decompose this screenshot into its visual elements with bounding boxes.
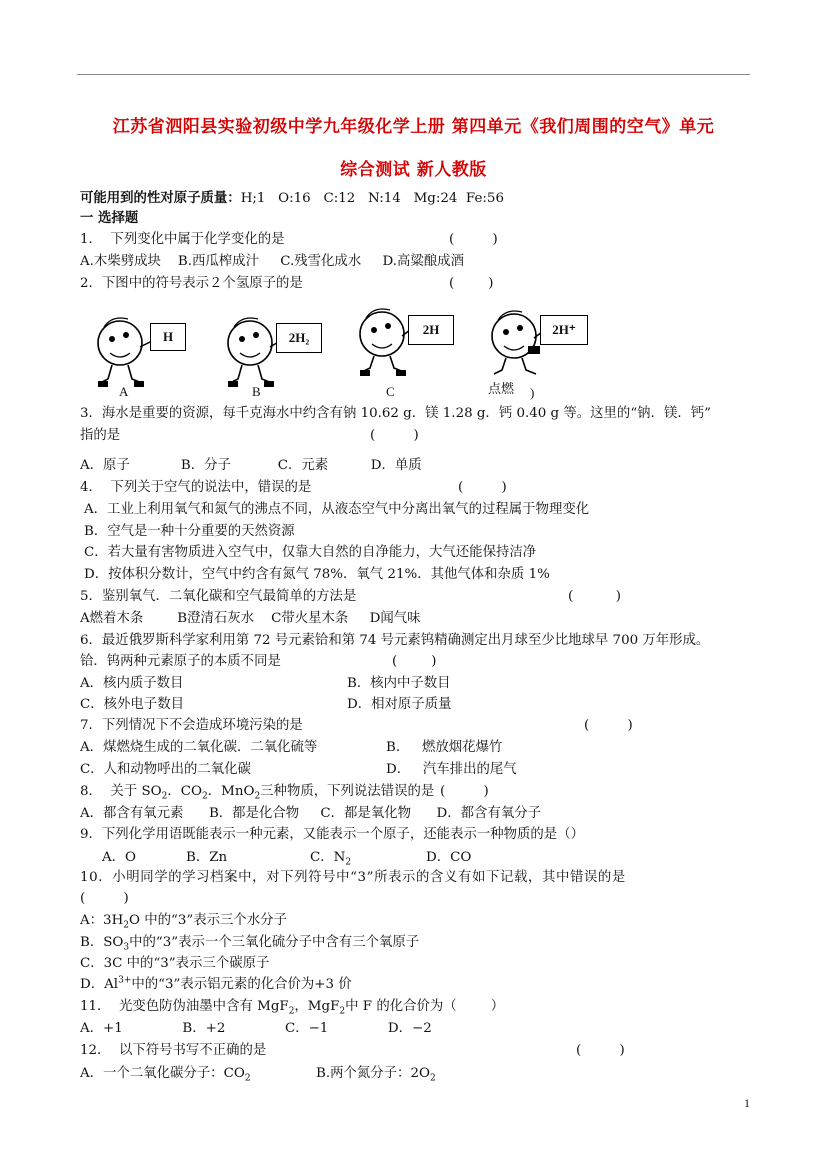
title-line-1: 江苏省泗阳县实验初级中学九年级化学上册 第四单元《我们周围的空气》单元	[112, 117, 715, 137]
q7-option-d: D． 汽车排出的尾气	[386, 762, 517, 777]
figure-b-card: 2H₂	[276, 323, 322, 353]
q9-option-b: B．Zn	[186, 850, 228, 865]
section-heading: 一 选择题	[80, 210, 139, 226]
q7-stem: 7．下列情况下不会造成环境污染的是	[80, 718, 303, 733]
q1-paren: ( )	[449, 232, 498, 247]
q6-stem: 6．最近俄罗斯科学家利用第 72 号元素铪和第 74 号元素钨精确测定出月球至少比地球早 700 万年形成。	[80, 633, 710, 648]
title-line-2: 综合测试 新人教版	[340, 160, 487, 180]
q8-options: A．都含有氧元素 B．都是化合物 C．都是氧化物 D．都含有氧分子	[80, 806, 542, 821]
q3-options: A．原子 B．分子 C．元素 D．单质	[80, 458, 422, 473]
figure-c-cartoon	[352, 300, 462, 390]
q11-options: A．+1 B．+2 C．−1 D．−2	[80, 1021, 432, 1036]
q5-options: A燃着木条 B澄清石灰水 C带火星木条 D闻气味	[80, 611, 421, 626]
figure-d-card: 2H⁺	[540, 315, 588, 345]
q1-stem: 1． 下列变化中属于化学变化的是	[80, 232, 285, 247]
figure-b-label: B	[252, 384, 261, 399]
q5-stem: 5．鉴别氧气．二氧化碳和空气最简单的方法是	[80, 589, 357, 604]
figure-c-card: 2H	[408, 315, 454, 345]
q11-stem: 11． 光变色防伪油墨中含有 MgF$_2$，MgF$_2$中 F 的化合价为（ ）	[80, 999, 505, 1017]
q3-stem: 3．海水是重要的资源，每千克海水中约含有钠 10.62 g．镁 1.28 g．钙 0.40 g 等。这里的“钠．镁．钙”	[80, 406, 711, 421]
q7-option-a: A．煤燃烧生成的二氧化碳．二氧化硫等	[80, 740, 318, 755]
q8-paren: ( )	[440, 784, 489, 799]
figure-a-label: A	[119, 384, 129, 399]
q4-option-d: D．按体积分数计，空气中约含有氮气 78%．氧气 21%．其他气体和杂质 1%	[84, 567, 550, 582]
q6-option-b: B．核内中子数目	[347, 676, 451, 691]
q4-option-b: B．空气是一种十分重要的天然资源	[84, 524, 295, 539]
q10-option-c: C．3C 中的“3”表示三个碳原子	[80, 956, 270, 971]
figure-a-card: H	[150, 323, 186, 351]
q3-paren: ( )	[370, 428, 419, 443]
q9-option-d: D．CO	[426, 850, 472, 865]
q6-stem-cont: 铪．钨两种元素原子的本质不同是	[80, 654, 281, 669]
q4-stem: 4． 下列关于空气的说法中，错误的是	[80, 480, 312, 495]
q10-option-d: D．$Al^{3+}$中的“3”表示铝元素的化合价为+3 价	[80, 975, 352, 992]
q12-stem: 12． 以下符号书写不正确的是	[80, 1043, 267, 1058]
q2-stem: 2．下图中的符号表示２个氢原子的是	[80, 276, 303, 291]
figure-c-label: C	[386, 384, 395, 399]
q4-option-c: C．若大量有害物质进入空气中，仅靠大自然的自净能力，大气还能保持洁净	[84, 545, 537, 560]
q12-paren: ( )	[576, 1043, 625, 1058]
q7-option-b: B． 燃放烟花爆竹	[386, 740, 503, 755]
q2-paren: ( )	[449, 276, 494, 291]
q6-option-a: A．核内质子数目	[80, 676, 184, 691]
q10-option-b: B．$SO_3$中的“3”表示一个三氧化硫分子中含有三个氧原子	[80, 935, 420, 953]
q1-options: A.木柴劈成块 B.西瓜榨成汁 C.残雪化成水 D.高粱酿成酒	[80, 254, 464, 269]
q7-option-c: C．人和动物呼出的二氧化碳	[80, 762, 251, 777]
q10-stem: 10．小明同学的学习档案中，对下列符号中“3”所表示的含义有如下记载，其中错误的是	[80, 870, 626, 885]
q5-paren: ( )	[568, 589, 622, 604]
q10-paren: ( )	[80, 891, 129, 906]
q12-option-b: B.两个氮分子：$2O_2$	[316, 1066, 436, 1084]
q4-paren: ( )	[458, 480, 507, 495]
atomic-mass-line: 可能用到的性对原子质量：H;1 O:16 C:12 N:14 Mg:24 Fe:56	[80, 190, 504, 206]
q10-option-a: A：$3H_2O$ 中的“3”表示三个水分子	[80, 913, 287, 931]
q3-stem-cont: 指的是	[80, 428, 121, 443]
q9-stem: 9．下列化学用语既能表示一种元素，又能表示一个原子，还能表示一种物质的是（）	[80, 827, 584, 842]
page-number: 1	[744, 1096, 750, 1110]
figure-d-label: 点燃	[488, 381, 515, 396]
q6-paren: ( )	[392, 654, 437, 669]
header-rule	[77, 74, 750, 75]
q9-option-c: C．$N_2$	[310, 850, 352, 868]
q12-option-a: A．一个二氧化碳分子：$CO_2$	[80, 1066, 251, 1084]
q6-option-d: D．相对原子质量	[347, 697, 452, 712]
q9-option-a: A．O	[102, 850, 137, 865]
q7-paren: ( )	[584, 718, 633, 733]
q8-stem: 8． 关于 $SO_2$．$CO_2$．MnO$_2$三种物质，下列说法错误的是	[80, 784, 435, 802]
q4-option-a: A．工业上利用氧气和氮气的沸点不同，从液态空气中分离出氧气的过程属于物理变化	[84, 502, 590, 517]
q6-option-c: C．核外电子数目	[80, 697, 184, 712]
figure-d-label-tail: )	[530, 385, 535, 400]
